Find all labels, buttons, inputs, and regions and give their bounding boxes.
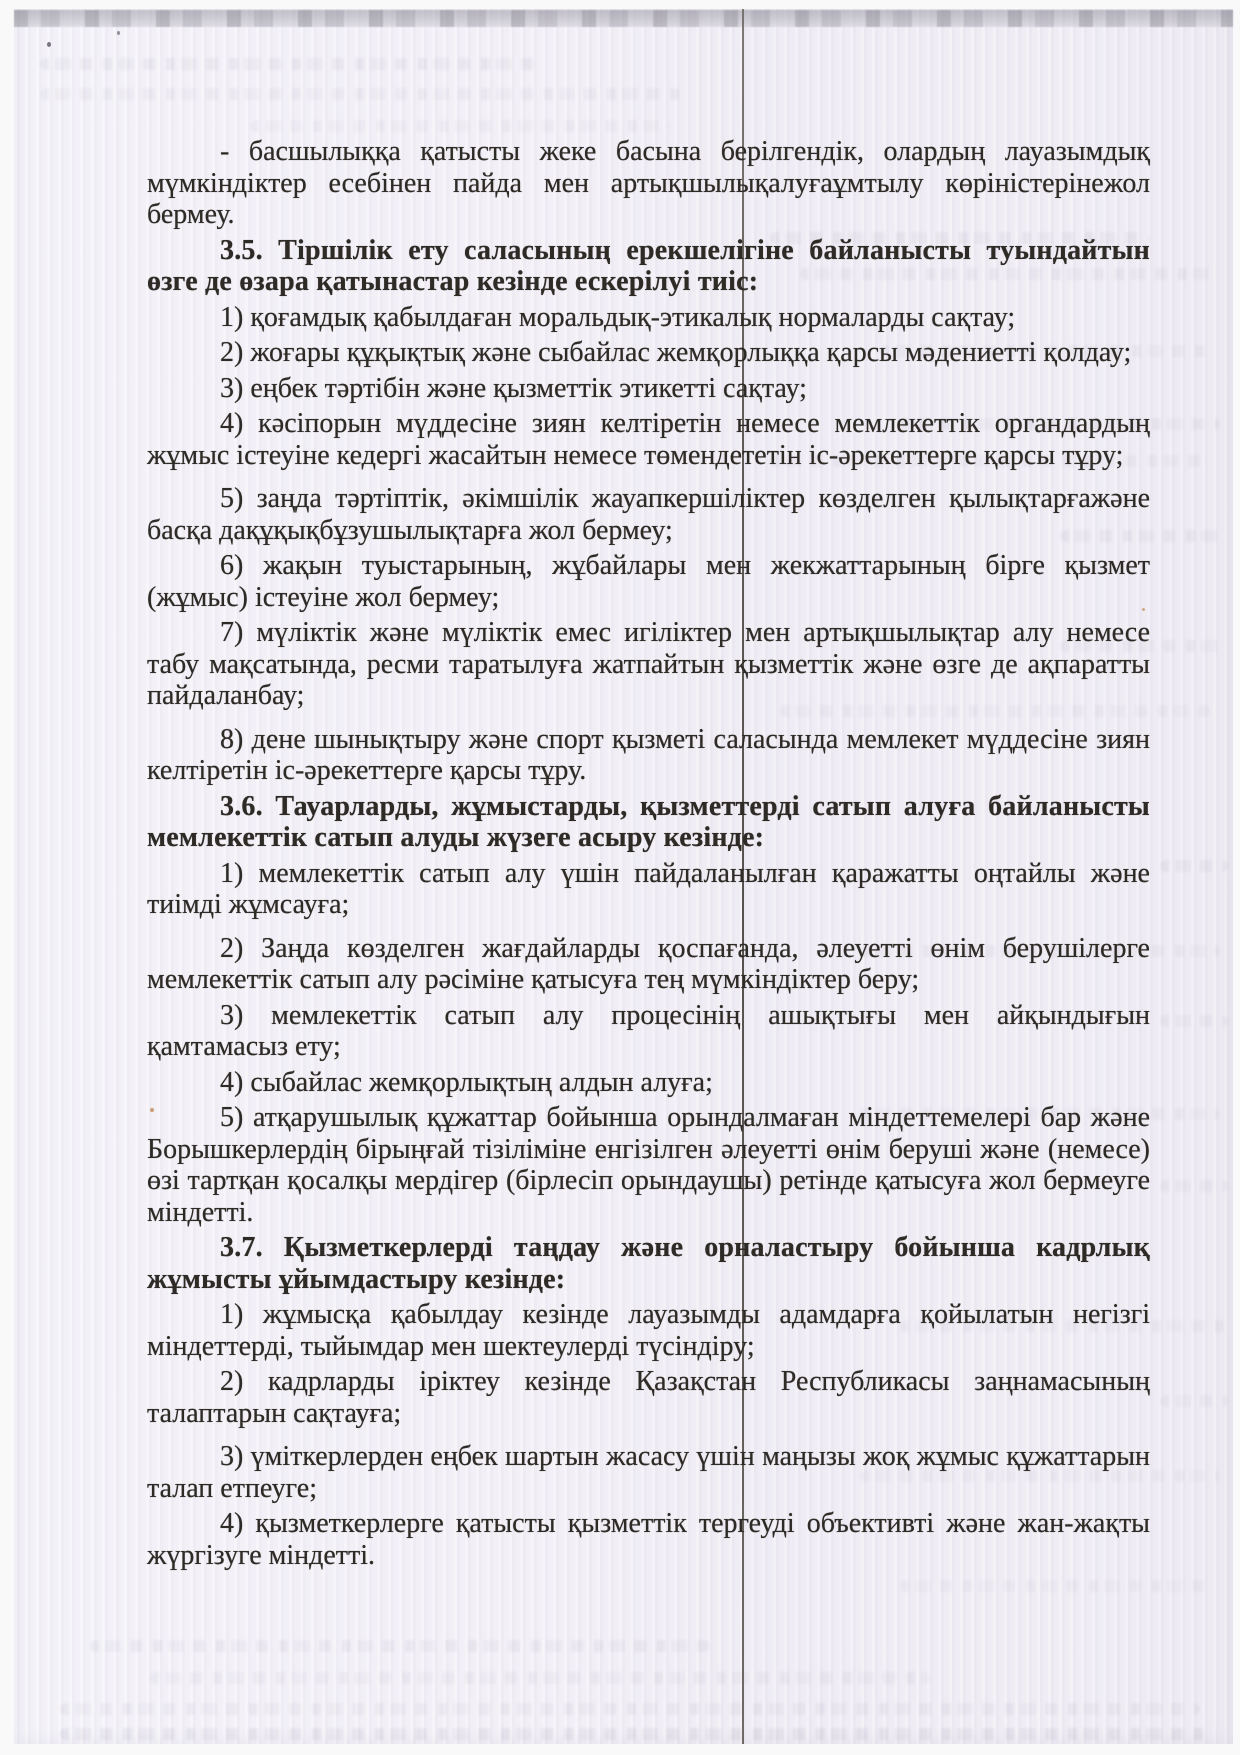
paragraph: 1) қоғамдық қабылдаған моральдық-этикалық нормаларды сақтау; bbox=[220, 301, 1016, 333]
paragraph: 3) үміткерлерден еңбек шартын жасасу үшін маңызы жоқ жұмыс құжаттарын талап етпеуге; bbox=[147, 1441, 1150, 1504]
bleedthrough-noise bbox=[1160, 1180, 1228, 1192]
scanner-edge-band bbox=[14, 10, 1233, 27]
page-surface bbox=[14, 9, 1233, 1744]
bleedthrough-noise bbox=[1160, 860, 1228, 872]
paragraph: 4) қызметкерлерге қатысты қызметтік тергеуді объективті және жан-жақты жүргізуге міндетті. bbox=[147, 1508, 1150, 1571]
paragraph: 4) сыбайлас жемқорлықтың алдын алуға; bbox=[220, 1066, 713, 1098]
section-heading: 3.6. Тауарларды, жұмыстарды, қызметтерді сатып алуға байланысты мемлекеттік сатып алуды жүзеге асыру кезінде: bbox=[147, 790, 1150, 853]
paragraph: 6) жақын туыстарының, жұбайлары мен жекжаттарының бірге қызмет (жұмыс) істеуіне жол бермеу; bbox=[147, 550, 1150, 613]
bleedthrough-noise bbox=[1160, 1015, 1228, 1027]
bleedthrough-noise bbox=[60, 1703, 1200, 1715]
paragraph: 3) еңбек тәртібін және қызметтік этикетті сақтау; bbox=[220, 372, 807, 404]
paragraph: - басшылыққа қатысты жеке басына берілгендік, олардың лауазымдық мүмкіндіктер есебінен пайда мен артықшылықалуғаұмтылу көріністерінежол бермеу. bbox=[147, 136, 1150, 230]
paragraph: 2) Заңда көзделген жағдайларды қоспағанда, әлеуетті өнім берушілерге мемлекеттік сатып алу рәсіміне қатысуға тең мүмкіндіктер беру; bbox=[147, 932, 1150, 995]
paragraph: 3) мемлекеттік сатып алу процесінің ашықтығы мен айқындығын қамтамасыз ету; bbox=[147, 999, 1150, 1062]
bleedthrough-noise bbox=[250, 120, 670, 132]
section-heading: 3.7. Қызметкерлерді таңдау және орналастыру бойынша кадрлық жұмысты ұйымдастыру кезінде: bbox=[147, 1232, 1150, 1295]
paragraph: 2) жоғары құқықтық және сыбайлас жемқорлыққа қарсы мәдениетті қолдау; bbox=[220, 337, 1132, 368]
bleedthrough-noise bbox=[900, 1580, 1215, 1592]
scan-speck bbox=[117, 31, 120, 35]
bleedthrough-noise bbox=[1160, 1395, 1228, 1407]
bleedthrough-noise bbox=[60, 1728, 1210, 1740]
paragraph: 2) кадрларды іріктеу кезінде Қазақстан Республикасы заңнамасының талаптарын сақтауға; bbox=[147, 1366, 1150, 1429]
paragraph: 7) мүліктік және мүліктік емес игіліктер мен артықшылықтар алу немесе табу мақсатында, ресми таратылуға жатпайтын қызметтік және өзге де ақпаратты пайдаланбау; bbox=[147, 617, 1150, 711]
paragraph: 8) дене шынықтыру және спорт қызметі саласында мемлекет мүддесіне зиян келтіретін іс-әрекеттерге қарсы тұру. bbox=[147, 723, 1150, 786]
bleedthrough-noise bbox=[40, 58, 540, 70]
section-heading: 3.5. Тіршілік ету саласының ерекшелігіне байланысты туындайтын өзге де өзара қатынастар кезінде ескерілуі тиіс: bbox=[147, 234, 1150, 297]
paragraph: 4) кәсіпорын мүддесіне зиян келтіретін немесе мемлекеттік органдардың жұмыс істеуіне кедергі жасайтын немесе төмендететін іс-әрекеттерге қарсы тұру; bbox=[147, 408, 1150, 471]
paragraph: 1) мемлекеттік сатып алу үшін пайдаланылған қаражатты оңтайлы және тиімді жұмсауға; bbox=[147, 857, 1150, 920]
bleedthrough-noise bbox=[150, 1672, 930, 1684]
paragraph: 5) заңда тәртіптік, әкімшілік жауапкершіліктер көзделген қылықтарғажәне басқа дақұқықбұзушылықтарға жол бермеу; bbox=[147, 483, 1150, 546]
scan-speck bbox=[47, 42, 51, 47]
bleedthrough-noise bbox=[90, 1640, 710, 1652]
document-body bbox=[147, 136, 1150, 1571]
paragraph: 1) жұмысқа қабылдау кезінде лауазымды адамдарға қойылатын негізгі міндеттерді, тыйымдар мен шектеулерді түсіндіру; bbox=[147, 1299, 1150, 1362]
paragraph: 5) атқарушылық құжаттар бойынша орындалмаған міндеттемелері бар және Борышкерлердің бірыңғай тізіліміне енгізілген әлеуетті өнім беруші және (немесе) өзі тартқан қосалқы мердігер (бірлесіп орындаушы) ретінде қатысуға жол бермеуге міндетті. bbox=[147, 1102, 1150, 1228]
bleedthrough-noise bbox=[40, 88, 680, 100]
